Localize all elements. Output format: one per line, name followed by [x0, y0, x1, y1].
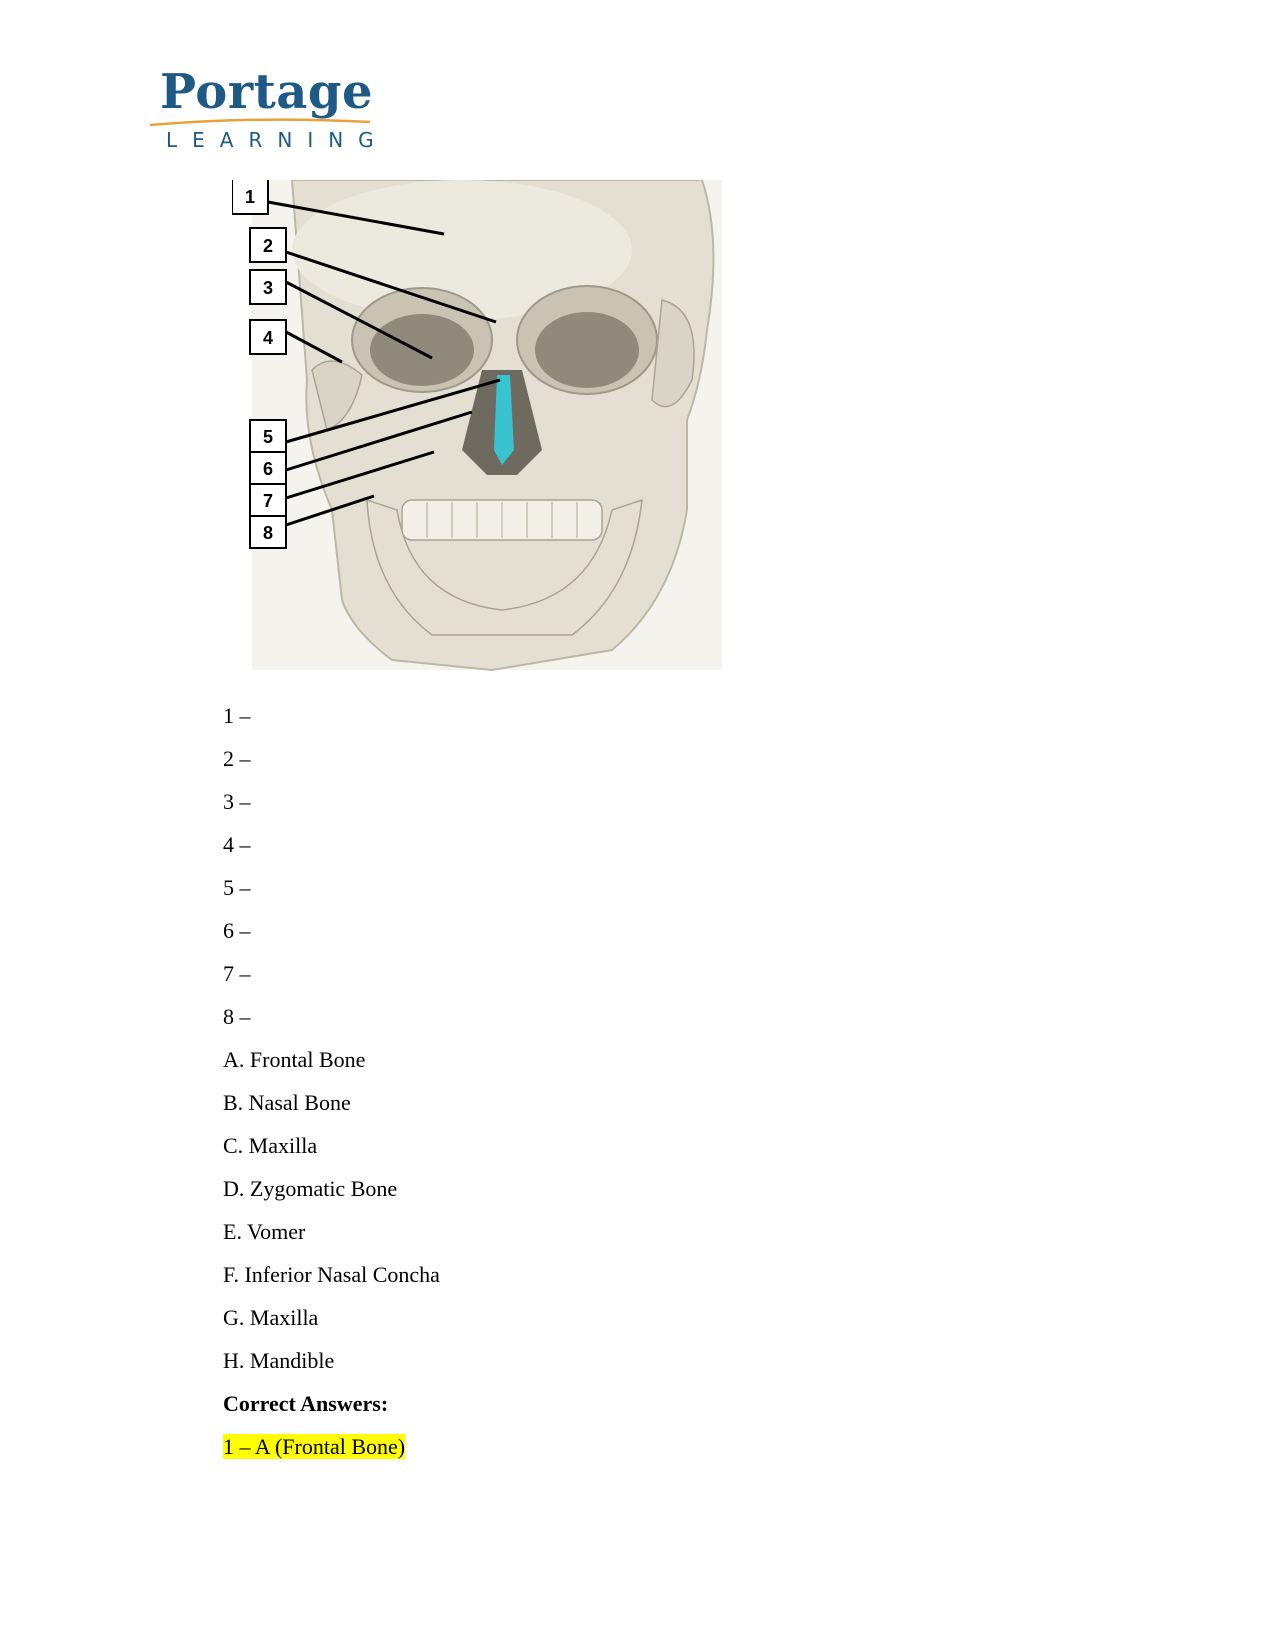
callout-3: 3 [262, 278, 274, 298]
portage-learning-logo [148, 64, 389, 156]
choice-a: A. Frontal Bone [223, 1047, 366, 1072]
blank-item-6: 6 – [223, 918, 251, 943]
callout-6: 6 [262, 459, 274, 479]
choice-e: E. Vomer [223, 1219, 306, 1244]
logo-subtitle: LEARNING [166, 128, 389, 152]
choice-h: H. Mandible [223, 1348, 335, 1373]
callout-5: 5 [262, 427, 274, 447]
blank-item-8: 8 – [223, 1004, 251, 1029]
choice-b: B. Nasal Bone [223, 1090, 351, 1115]
callout-7: 7 [262, 491, 274, 511]
blank-item-5: 5 – [223, 875, 251, 900]
blank-item-2: 2 – [223, 746, 251, 771]
callout-2: 2 [262, 236, 274, 256]
blank-item-7: 7 – [223, 961, 251, 986]
blank-item-4: 4 – [223, 832, 251, 857]
blank-item-3: 3 – [223, 789, 251, 814]
worksheet-text [223, 702, 440, 1476]
answer-item-1: 1 – A (Frontal Bone) [223, 1434, 406, 1459]
choice-c: C. Maxilla [223, 1133, 318, 1158]
choice-f: F. Inferior Nasal Concha [223, 1262, 440, 1287]
callout-8: 8 [262, 523, 274, 543]
callout-1: 1 [244, 187, 256, 207]
blank-item-1: 1 – [223, 703, 251, 728]
skull-diagram [232, 180, 742, 680]
answers-heading: Correct Answers: [223, 1391, 389, 1416]
logo-title: Portage [160, 64, 373, 120]
callout-4: 4 [262, 328, 274, 348]
choice-g: G. Maxilla [223, 1305, 319, 1330]
skull-illustration [232, 180, 742, 680]
choice-d: D. Zygomatic Bone [223, 1176, 398, 1201]
